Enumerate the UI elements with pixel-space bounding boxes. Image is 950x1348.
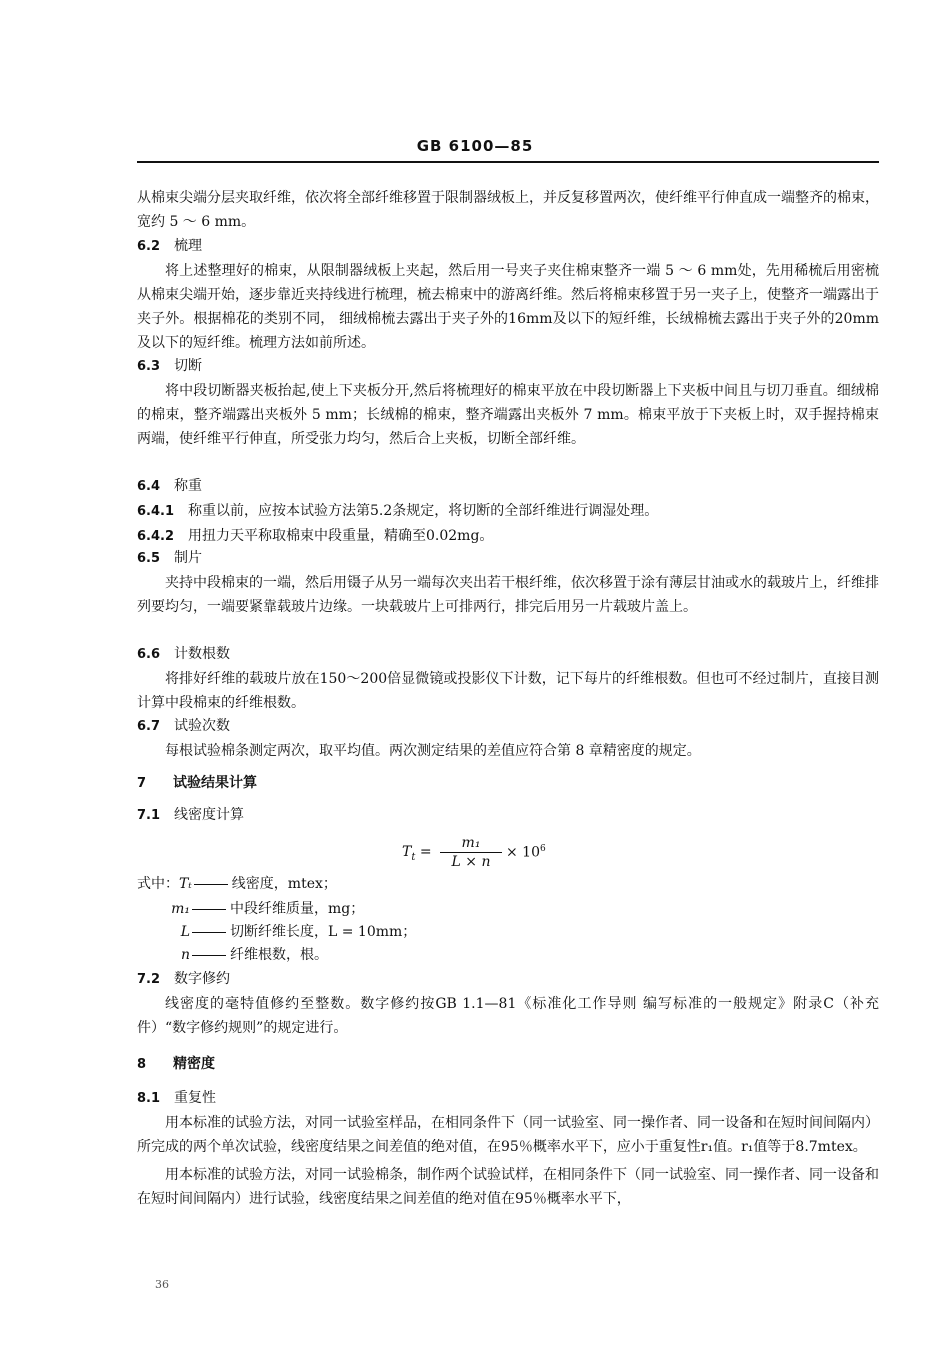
variable-symbol: m₁ [171,901,190,917]
linear-density-formula [402,835,552,877]
formula-exponent: 6 [540,844,546,854]
section-6-3-heading [137,354,879,379]
section-8-1-paragraph-2: 用本标准的试验方法，对同一试验棉条，制作两个试验试样，在相同条件下（同一试验室、同一操作者、同一设备和在短时间间隔内）进行试验，线密度结果之间差值的绝对值在95％概率水平下， [137,1167,879,1207]
section-text: 称重以前，应按本试验方法第5.2条规定，将切断的全部纤维进行调湿处理。 [188,503,659,519]
section-title: 数字修约 [174,971,231,987]
section-title: 重复性 [174,1090,217,1106]
header-rule [137,161,879,163]
section-number: 6.3 [137,359,161,374]
formula-lhs [402,844,432,863]
section-8-1 [137,1086,879,1211]
intro-paragraph: 从棉束尖端分层夹取纤维，依次将全部纤维移置于限制器绒板上，并反复移置两次，使纤维平行伸直成一端整齐的棉束，宽约 5 ～ 6 mm。 [137,190,879,230]
variable-row [150,921,416,943]
variable-description: 线密度，mtex； [231,876,337,892]
section-6-7 [137,714,879,763]
variable-row [150,944,328,966]
section-6-4 [137,474,879,549]
section-8-1-heading [137,1086,879,1111]
section-6-6-paragraph: 将排好纤维的载玻片放在150～200倍显微镜或投影仪下计数，记下每片的纤维根数。但也可不经过制片，直接目测计算中段棉束的纤维根数。 [137,671,879,711]
section-6-7-heading [137,714,879,739]
section-number: 7.2 [137,972,161,987]
variable-row [137,873,337,895]
section-title: 精密度 [173,1056,215,1072]
formula-equals: = [419,844,432,860]
section-7-heading [137,771,879,796]
formula-multiplier: × 10 [506,844,540,861]
page-header-standard-number: GB 6100—85 [416,137,534,155]
section-number: 6.2 [137,239,161,254]
section-8-1-paragraph-1: 用本标准的试验方法，对同一试验室样品，在相同条件下（同一试验室、同一操作者、同一设备和在短时间间隔内）所完成的两个单次试验，线密度结果之间差值的绝对值，在95％概率水平下，应小于重复性r₁值。r₁值等于8.7mtex。 [137,1115,879,1155]
section-number: 8.1 [137,1091,161,1106]
formula-numerator: m₁ [461,835,481,851]
section-text: 用扭力天平称取棉束中段重量，精确至0.02mg。 [188,528,494,544]
section-number: 7.1 [137,808,161,823]
section-title: 试验结果计算 [173,775,257,791]
variable-description: 切断纤维长度，L = 10mm； [230,924,417,940]
section-number: 6.4.1 [137,504,175,519]
section-6-4-heading [137,474,879,499]
variable-dash [194,884,228,885]
section-6-5 [137,546,879,619]
formula-denominator: L × n [451,854,491,870]
section-title: 切断 [174,358,203,374]
section-6-2-paragraph: 将上述整理好的棉束，从限制器绒板上夹起，然后用一号夹子夹住棉束整齐一端 5 ～ 6 mm处，先用稀梳后用密梳从棉束尖端开始，逐步靠近夹持线进行梳理，梳去棉束中的游离纤维。然后将棉束移置于另一夹子上，使整齐一端露出于夹子外。根据棉花的类别不同， 细绒棉梳去露出于夹子外的16mm及以下的短纤维，长绒棉梳去露出于夹子外的20mm及以下的短纤维。梳理方法如前所述。 [137,263,879,351]
section-6-7-paragraph: 每根试验棉条测定两次，取平均值。两次测定结果的差值应符合第 8 章精密度的规定。 [165,743,701,759]
section-7 [137,771,879,796]
variable-description: 中段纤维质量，mg； [230,901,365,917]
variable-symbol: L [180,924,190,940]
section-6-3 [137,354,879,451]
section-6-6 [137,642,879,715]
section-number: 6.5 [137,551,161,566]
section-7-2 [137,967,879,1040]
intro-section [137,186,879,234]
variable-dash [192,955,226,956]
section-6-4-1 [137,499,879,524]
section-6-2-heading [137,234,879,259]
section-6-3-paragraph: 将中段切断器夹板抬起,使上下夹板分开,然后将梳理好的棉束平放在中段切断器上下夹板中间且与切刀垂直。细绒棉的棉束，整齐端露出夹板外 5 mm；长绒棉的棉束，整齐端露出夹板外 7 mm。棉束平放于下夹板上时，双手握持棉束两端，使纤维平行伸直，所受张力均匀，然后合上夹板，切断全部纤维。 [137,383,879,447]
section-number: 6.7 [137,719,161,734]
section-title: 计数根数 [174,646,231,662]
section-title: 梳理 [174,238,203,254]
section-number: 6.4.2 [137,529,175,544]
section-title: 称重 [174,478,203,494]
section-number: 6.4 [137,479,161,494]
section-7-2-paragraph: 线密度的毫特值修约至整数。数字修约按GB 1.1—81《标准化工作导则 编写标准的一般规定》附录C（补充件）“数字修约规则”的规定进行。 [137,996,879,1036]
section-number: 7 [137,776,147,791]
formula-lhs-subscript: t [411,851,416,863]
formula-fraction [440,835,502,870]
fraction-bar [440,852,502,853]
variable-dash [192,909,226,910]
section-6-5-paragraph: 夹持中段棉束的一端，然后用镊子从另一端每次夹出若干根纤维，依次移置于涂有薄层甘油或水的载玻片上，纤维排列要均匀，一端要紧靠载玻片边缘。一块载玻片上可排两行，排完后用另一片载玻片盖上。 [137,575,879,615]
section-6-5-heading [137,546,879,571]
section-6-2 [137,234,879,355]
page-number: 36 [155,1278,169,1291]
variable-description: 纤维根数，根。 [230,947,328,963]
section-8-heading [137,1052,879,1077]
section-title: 制片 [174,550,203,566]
section-7-1 [137,803,879,828]
variable-row [150,898,364,920]
section-title: 线密度计算 [174,807,245,823]
variable-dash [192,932,226,933]
section-number: 6.6 [137,647,161,662]
formula-rhs [506,844,546,861]
section-8 [137,1052,879,1077]
section-title: 试验次数 [174,718,231,734]
where-label: 式中： [137,876,179,892]
section-7-1-heading [137,803,879,828]
section-7-2-heading [137,967,879,992]
variable-symbol: n [180,947,190,963]
section-number: 8 [137,1057,147,1072]
formula-lhs-symbol: T [402,844,412,860]
section-6-6-heading [137,642,879,667]
variable-symbol: Tₜ [179,876,192,892]
